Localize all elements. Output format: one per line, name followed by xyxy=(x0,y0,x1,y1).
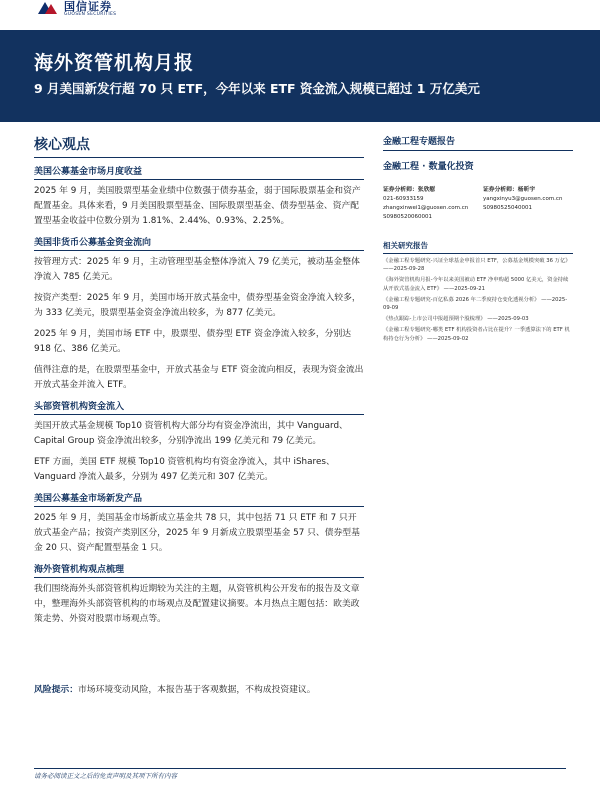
paragraph: 按资产类型：2025 年 9 月，美国市场开放式基金中，债券型基金资金净流入较多，为 333 亿美元，股票型基金资金净流出较多，为 877 亿美元。 xyxy=(34,293,361,318)
paragraph: 美国开放式基金规模 Top10 资管机构大部分均有资金净流出，其中 Vanguard、Capital Group 资金净流出较多，分别净流出 199 亿美元和 79 亿美元。 xyxy=(34,421,348,446)
analyst-list xyxy=(383,186,573,222)
analyst-cert: S0980525040001 xyxy=(483,205,532,211)
related-report-link[interactable]: 《热点跟踪-上市公司中报超预期个股梳理》 ——2025-09-03 xyxy=(383,316,529,323)
section-heading-manager-views: 海外资管机构观点梳理 xyxy=(34,562,364,578)
analyst-email[interactable]: zhangxinwei1@guosen.com.cn xyxy=(383,205,469,211)
paragraph: 2025 年 9 月，美国股票型基金业绩中位数强于债券基金，弱于国际股票基金和资产配置基金。具体来看，9 月美国股票型基金、国际股票型基金、债券型基金、资产配置型基金收益中位数分别为 1.81%、2.44%、0.93%、2.25%。 xyxy=(34,186,361,226)
title-banner xyxy=(0,30,600,122)
section-heading-monthly-returns: 美国公募基金市场月度收益 xyxy=(34,164,364,180)
paragraph: 值得注意的是，在股票型基金中，开放式基金与 ETF 资金流向相反，表现为资金流出开放式基金并流入 ETF。 xyxy=(34,365,364,390)
risk-label: 风险提示： xyxy=(34,685,78,695)
analyst-card xyxy=(483,186,573,222)
related-report-link[interactable]: 《金融工程专题研究-哪类 ETF 机构投资者占比在提升？一季透算法下的 ETF 机构持仓行为分析》 ——2025-09-02 xyxy=(383,327,570,342)
logo-name-cn: 国信证券 xyxy=(64,0,112,13)
related-report-link[interactable]: 《海外资管机构月报-今年以来美国被动 ETF 净申购超 5000 亿美元，资金持续从开放式基金流入 ETF》 ——2025-09-21 xyxy=(383,277,569,292)
paragraph: 我们围绕海外头部资管机构近期较为关注的主题，从资管机构公开发布的报告及文章中，整理海外头部资管机构的市场观点及配置建议摘要。本月热点主题包括：欧美政策走势、外资对股票市场观点等。 xyxy=(34,584,360,624)
paragraph: ETF 方面，美国 ETF 规模 Top10 资管机构均有资金净流入，其中 iShares、Vanguard 净流入最多，分别为 497 亿美元和 307 亿美元。 xyxy=(34,457,335,482)
sidebar-column xyxy=(383,130,573,343)
analyst-name: 证券分析师：张欣慰 xyxy=(383,187,436,193)
report-category: 金融工程 · 数量化投资 xyxy=(383,162,474,172)
paragraph: 按管理方式：2025 年 9 月，主动管理型基金整体净流入 79 亿美元，被动基金整体净流入 785 亿美元。 xyxy=(34,257,360,282)
logo-mark-icon xyxy=(36,2,58,16)
report-subtitle: 9 月美国新发行超 70 只 ETF，今年以来 ETF 资金流入规模已超过 1 万亿美元 xyxy=(34,81,480,96)
analyst-cert: S0980520060001 xyxy=(383,214,432,220)
core-views-column xyxy=(34,130,364,633)
analyst-name: 证券分析师：杨昕宇 xyxy=(483,187,536,193)
risk-warning xyxy=(34,682,316,695)
footer-divider xyxy=(34,768,566,769)
analyst-phone: 021-60933159 xyxy=(383,196,424,202)
related-reports-heading: 相关研究报告 xyxy=(383,240,573,254)
section-heading-new-products: 美国公募基金市场新发产品 xyxy=(34,491,364,507)
related-report-link[interactable]: 《金融工程专题研究-百亿私募 2026 年二季度持仓变化透视分析》 ——2025-09-09 xyxy=(383,296,568,312)
logo-name-en: GUOSEN SECURITIES xyxy=(64,11,117,17)
footer-disclaimer[interactable]: 请务必阅读正文之后的免责声明及其项下所有内容 xyxy=(34,772,177,780)
core-views-heading: 核心观点 xyxy=(34,134,364,158)
paragraph: 2025 年 9 月，美国市场 ETF 中，股票型、债券型 ETF 资金净流入较多，分别达 918 亿、386 亿美元。 xyxy=(34,329,352,354)
analyst-email[interactable]: yangxinyu3@guosen.com.cn xyxy=(483,196,563,202)
report-title: 海外资管机构月报 xyxy=(34,52,195,74)
paragraph: 2025 年 9 月，美国基金市场新成立基金共 78 只，其中包括 71 只 ETF 和 7 只开放式基金产品；按资产类别区分，2025 年 9 月新成立股票型基金 57 只、债券型基金 20 只、资产配置型基金 1 只。 xyxy=(34,513,360,553)
related-report-link[interactable]: 《金融工程专题研究-兴证全球基金申报首只 ETF，公募基金规模突破 36 万亿》 ——2025-09-28 xyxy=(383,258,571,273)
company-logo xyxy=(36,0,156,18)
analyst-card xyxy=(383,186,473,222)
risk-text: 市场环境变动风险，本报告基于客观数据，不构成投资建议。 xyxy=(78,685,316,695)
report-type: 金融工程专题报告 xyxy=(383,134,573,151)
section-heading-top-managers: 头部资管机构资金流入 xyxy=(34,399,364,415)
section-heading-fund-flows: 美国非货币公募基金资金流向 xyxy=(34,235,364,251)
